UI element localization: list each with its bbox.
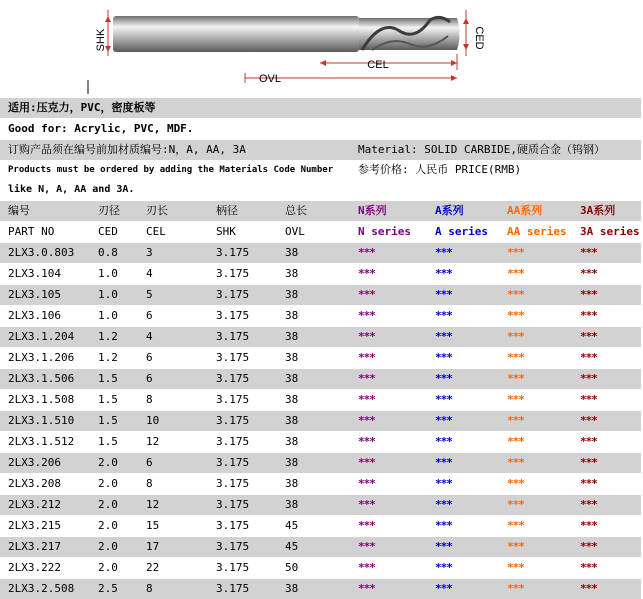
- cell-cel: 8: [146, 477, 153, 490]
- cell-n-series-rating: ***: [358, 456, 375, 469]
- cell-shk: 3.175: [216, 477, 250, 490]
- cell-aa-series-rating: ***: [507, 246, 524, 259]
- cell-ced: 2.0: [98, 519, 118, 532]
- cell-ovl: 38: [285, 414, 299, 427]
- cell-shk: 3.175: [216, 582, 250, 595]
- cell-cel: 6: [146, 456, 153, 469]
- table-row: [0, 495, 641, 515]
- cell-3a-series-rating: ***: [580, 582, 597, 595]
- header-3a-series-cn: 3A系列: [580, 204, 616, 217]
- cell-ced: 1.0: [98, 288, 118, 301]
- table-row: [0, 285, 641, 305]
- cell-shk: 3.175: [216, 246, 250, 259]
- ovl-label: OVL: [258, 73, 282, 85]
- cell-ovl: 38: [285, 330, 299, 343]
- cell-aa-series-rating: ***: [507, 414, 524, 427]
- cell-a-series-rating: ***: [435, 351, 452, 364]
- cell-3a-series-rating: ***: [580, 309, 597, 322]
- cell-cel: 6: [146, 309, 153, 322]
- cell-part-no: 2LX3.222: [8, 561, 61, 574]
- usage-text: 适用:压克力，PVC，密度板等: [8, 101, 156, 114]
- header-ovl-cn: 总长: [285, 204, 307, 217]
- cell-part-no: 2LX3.1.512: [8, 435, 75, 448]
- cell-a-series-rating: ***: [435, 267, 452, 280]
- table-row: [0, 411, 641, 431]
- cell-part-no: 2LX3.215: [8, 519, 61, 532]
- cell-part-no: 2LX3.0.803: [8, 246, 75, 259]
- tool-shank: [113, 16, 359, 52]
- cell-ovl: 38: [285, 372, 299, 385]
- cell-ovl: 38: [285, 498, 299, 511]
- cell-n-series-rating: ***: [358, 267, 375, 280]
- cell-n-series-rating: ***: [358, 246, 375, 259]
- cell-shk: 3.175: [216, 519, 250, 532]
- cell-aa-series-rating: ***: [507, 582, 524, 595]
- cell-part-no: 2LX3.208: [8, 477, 61, 490]
- cell-aa-series-rating: ***: [507, 393, 524, 406]
- cell-shk: 3.175: [216, 372, 250, 385]
- cell-ced: 2.5: [98, 582, 118, 595]
- table-row: [0, 348, 641, 368]
- cell-cel: 4: [146, 330, 153, 343]
- shk-label: SHK: [95, 28, 107, 52]
- cell-cel: 12: [146, 498, 160, 511]
- cell-part-no: 2LX3.1.206: [8, 351, 75, 364]
- cell-ced: 1.5: [98, 435, 118, 448]
- info-row-order: [0, 140, 641, 160]
- cell-part-no: 2LX3.105: [8, 288, 61, 301]
- cell-ovl: 38: [285, 267, 299, 280]
- cell-ovl: 45: [285, 540, 299, 553]
- cell-3a-series-rating: ***: [580, 330, 597, 343]
- cell-shk: 3.175: [216, 561, 250, 574]
- table-row: [0, 432, 641, 452]
- cell-ovl: 38: [285, 288, 299, 301]
- info-row-order-en: [0, 160, 641, 180]
- cell-a-series-rating: ***: [435, 498, 452, 511]
- cell-aa-series-rating: ***: [507, 561, 524, 574]
- cell-a-series-rating: ***: [435, 582, 452, 595]
- header-3a-series: 3A series: [580, 225, 640, 238]
- header-a-series-cn: A系列: [435, 204, 464, 217]
- table-row: [0, 453, 641, 473]
- cell-aa-series-rating: ***: [507, 540, 524, 553]
- header-ced-cn: 刃径: [98, 204, 120, 217]
- good-for-text: Good for: Acrylic, PVC, MDF.: [8, 122, 194, 135]
- cell-aa-series-rating: ***: [507, 351, 524, 364]
- cell-cel: 12: [146, 435, 160, 448]
- cell-n-series-rating: ***: [358, 582, 375, 595]
- cell-a-series-rating: ***: [435, 540, 452, 553]
- cell-cel: 6: [146, 372, 153, 385]
- cell-n-series-rating: ***: [358, 540, 375, 553]
- cell-ced: 1.0: [98, 267, 118, 280]
- cell-part-no: 2LX3.1.510: [8, 414, 75, 427]
- cell-aa-series-rating: ***: [507, 498, 524, 511]
- material-text: Material: SOLID CARBIDE,硬质合金（钨钢）: [358, 143, 605, 156]
- cell-part-no: 2LX3.1.204: [8, 330, 75, 343]
- cell-n-series-rating: ***: [358, 477, 375, 490]
- cell-3a-series-rating: ***: [580, 540, 597, 553]
- cell-3a-series-rating: ***: [580, 246, 597, 259]
- cell-n-series-rating: ***: [358, 435, 375, 448]
- cell-aa-series-rating: ***: [507, 267, 524, 280]
- cell-ovl: 38: [285, 246, 299, 259]
- cell-part-no: 2LX3.1.508: [8, 393, 75, 406]
- header-part-no: PART NO: [8, 225, 55, 238]
- cell-cel: 22: [146, 561, 160, 574]
- cell-aa-series-rating: ***: [507, 288, 524, 301]
- cell-cel: 10: [146, 414, 160, 427]
- cell-cel: 5: [146, 288, 153, 301]
- cell-cel: 6: [146, 351, 153, 364]
- cell-a-series-rating: ***: [435, 393, 452, 406]
- cell-shk: 3.175: [216, 309, 250, 322]
- cell-a-series-rating: ***: [435, 288, 452, 301]
- cell-cel: 8: [146, 393, 153, 406]
- header-a-series: A series: [435, 225, 488, 238]
- cell-3a-series-rating: ***: [580, 456, 597, 469]
- header-aa-series-cn: AA系列: [507, 204, 543, 217]
- table-row: [0, 516, 641, 536]
- cell-n-series-rating: ***: [358, 414, 375, 427]
- cell-ced: 2.0: [98, 540, 118, 553]
- cell-ced: 2.0: [98, 477, 118, 490]
- cell-a-series-rating: ***: [435, 477, 452, 490]
- table-row: [0, 327, 641, 347]
- cell-aa-series-rating: ***: [507, 372, 524, 385]
- cell-cel: 8: [146, 582, 153, 595]
- info-row-order-en-2: [0, 180, 641, 200]
- cell-ovl: 38: [285, 456, 299, 469]
- header-n-series-cn: N系列: [358, 204, 387, 217]
- order-en-text-1: Products must be ordered by adding the Materials Code Number: [8, 165, 334, 175]
- order-en-text-2: like N, A, AA and 3A.: [8, 184, 135, 195]
- header-ced: CED: [98, 225, 118, 238]
- cell-n-series-rating: ***: [358, 372, 375, 385]
- header-ovl: OVL: [285, 225, 305, 238]
- cell-shk: 3.175: [216, 288, 250, 301]
- cell-cel: 3: [146, 246, 153, 259]
- cell-a-series-rating: ***: [435, 435, 452, 448]
- table-row: [0, 390, 641, 410]
- cell-3a-series-rating: ***: [580, 393, 597, 406]
- cell-shk: 3.175: [216, 330, 250, 343]
- header-cel: CEL: [146, 225, 166, 238]
- cell-a-series-rating: ***: [435, 519, 452, 532]
- cell-cel: 4: [146, 267, 153, 280]
- cell-aa-series-rating: ***: [507, 477, 524, 490]
- cell-3a-series-rating: ***: [580, 372, 597, 385]
- order-cn-text: 订购产品须在编号前加材质编号:N，A, AA, 3A: [8, 143, 246, 156]
- cell-ovl: 38: [285, 309, 299, 322]
- cell-n-series-rating: ***: [358, 498, 375, 511]
- cell-part-no: 2LX3.104: [8, 267, 61, 280]
- cell-n-series-rating: ***: [358, 393, 375, 406]
- cell-a-series-rating: ***: [435, 372, 452, 385]
- cell-shk: 3.175: [216, 267, 250, 280]
- table-row: [0, 264, 641, 284]
- cell-n-series-rating: ***: [358, 309, 375, 322]
- cell-a-series-rating: ***: [435, 456, 452, 469]
- table-row: [0, 558, 641, 578]
- cell-a-series-rating: ***: [435, 309, 452, 322]
- cell-shk: 3.175: [216, 351, 250, 364]
- cell-shk: 3.175: [216, 435, 250, 448]
- cell-3a-series-rating: ***: [580, 267, 597, 280]
- info-row-good-for: [0, 118, 641, 140]
- cell-aa-series-rating: ***: [507, 456, 524, 469]
- header-part-no-cn: 编号: [8, 204, 30, 217]
- cell-3a-series-rating: ***: [580, 351, 597, 364]
- header-aa-series: AA series: [507, 225, 567, 238]
- cell-a-series-rating: ***: [435, 414, 452, 427]
- cell-shk: 3.175: [216, 414, 250, 427]
- cell-aa-series-rating: ***: [507, 519, 524, 532]
- table-header-en: [0, 222, 641, 242]
- cell-cel: 15: [146, 519, 160, 532]
- table-row: [0, 369, 641, 389]
- cell-part-no: 2LX3.2.508: [8, 582, 75, 595]
- cell-shk: 3.175: [216, 540, 250, 553]
- cell-3a-series-rating: ***: [580, 435, 597, 448]
- cell-ced: 1.2: [98, 330, 118, 343]
- cell-part-no: 2LX3.1.506: [8, 372, 75, 385]
- cell-3a-series-rating: ***: [580, 498, 597, 511]
- cell-n-series-rating: ***: [358, 519, 375, 532]
- cell-ced: 2.0: [98, 498, 118, 511]
- cell-ovl: 38: [285, 435, 299, 448]
- cell-ced: 1.0: [98, 309, 118, 322]
- table-header-cn: [0, 201, 641, 221]
- cell-shk: 3.175: [216, 393, 250, 406]
- cell-part-no: 2LX3.217: [8, 540, 61, 553]
- header-cel-cn: 刃长: [146, 204, 168, 217]
- cell-3a-series-rating: ***: [580, 477, 597, 490]
- table-row: [0, 306, 641, 326]
- cell-part-no: 2LX3.106: [8, 309, 61, 322]
- table-row: [0, 537, 641, 557]
- cell-cel: 17: [146, 540, 160, 553]
- ced-label: CED: [473, 26, 485, 50]
- cell-ovl: 38: [285, 351, 299, 364]
- cell-ced: 1.2: [98, 351, 118, 364]
- cell-n-series-rating: ***: [358, 330, 375, 343]
- cell-aa-series-rating: ***: [507, 309, 524, 322]
- table-row: [0, 474, 641, 494]
- table-row: [0, 243, 641, 263]
- cell-ovl: 38: [285, 582, 299, 595]
- cel-label: CEL: [367, 59, 389, 71]
- cell-ced: 1.5: [98, 414, 118, 427]
- info-row-usage: [0, 98, 641, 118]
- header-shk: SHK: [216, 225, 236, 238]
- cell-3a-series-rating: ***: [580, 288, 597, 301]
- cell-aa-series-rating: ***: [507, 330, 524, 343]
- table-row: [0, 579, 641, 599]
- end-mill-diagram: [0, 0, 643, 96]
- cell-part-no: 2LX3.212: [8, 498, 61, 511]
- cell-ced: 2.0: [98, 456, 118, 469]
- header-n-series: N series: [358, 225, 411, 238]
- cell-3a-series-rating: ***: [580, 561, 597, 574]
- cell-aa-series-rating: ***: [507, 435, 524, 448]
- cell-a-series-rating: ***: [435, 330, 452, 343]
- cell-ovl: 38: [285, 393, 299, 406]
- cell-ovl: 45: [285, 519, 299, 532]
- cell-ced: 1.5: [98, 372, 118, 385]
- cell-ovl: 50: [285, 561, 299, 574]
- cell-3a-series-rating: ***: [580, 519, 597, 532]
- cell-ced: 1.5: [98, 393, 118, 406]
- header-shk-cn: 柄径: [216, 204, 238, 217]
- cell-ced: 0.8: [98, 246, 118, 259]
- cell-a-series-rating: ***: [435, 246, 452, 259]
- cell-a-series-rating: ***: [435, 561, 452, 574]
- cell-shk: 3.175: [216, 456, 250, 469]
- cell-n-series-rating: ***: [358, 288, 375, 301]
- price-label: 参考价格: 人民币 PRICE(RMB): [358, 163, 522, 176]
- cell-3a-series-rating: ***: [580, 414, 597, 427]
- cell-ovl: 38: [285, 477, 299, 490]
- cell-part-no: 2LX3.206: [8, 456, 61, 469]
- cell-n-series-rating: ***: [358, 561, 375, 574]
- cell-shk: 3.175: [216, 498, 250, 511]
- cell-ced: 2.0: [98, 561, 118, 574]
- cell-n-series-rating: ***: [358, 351, 375, 364]
